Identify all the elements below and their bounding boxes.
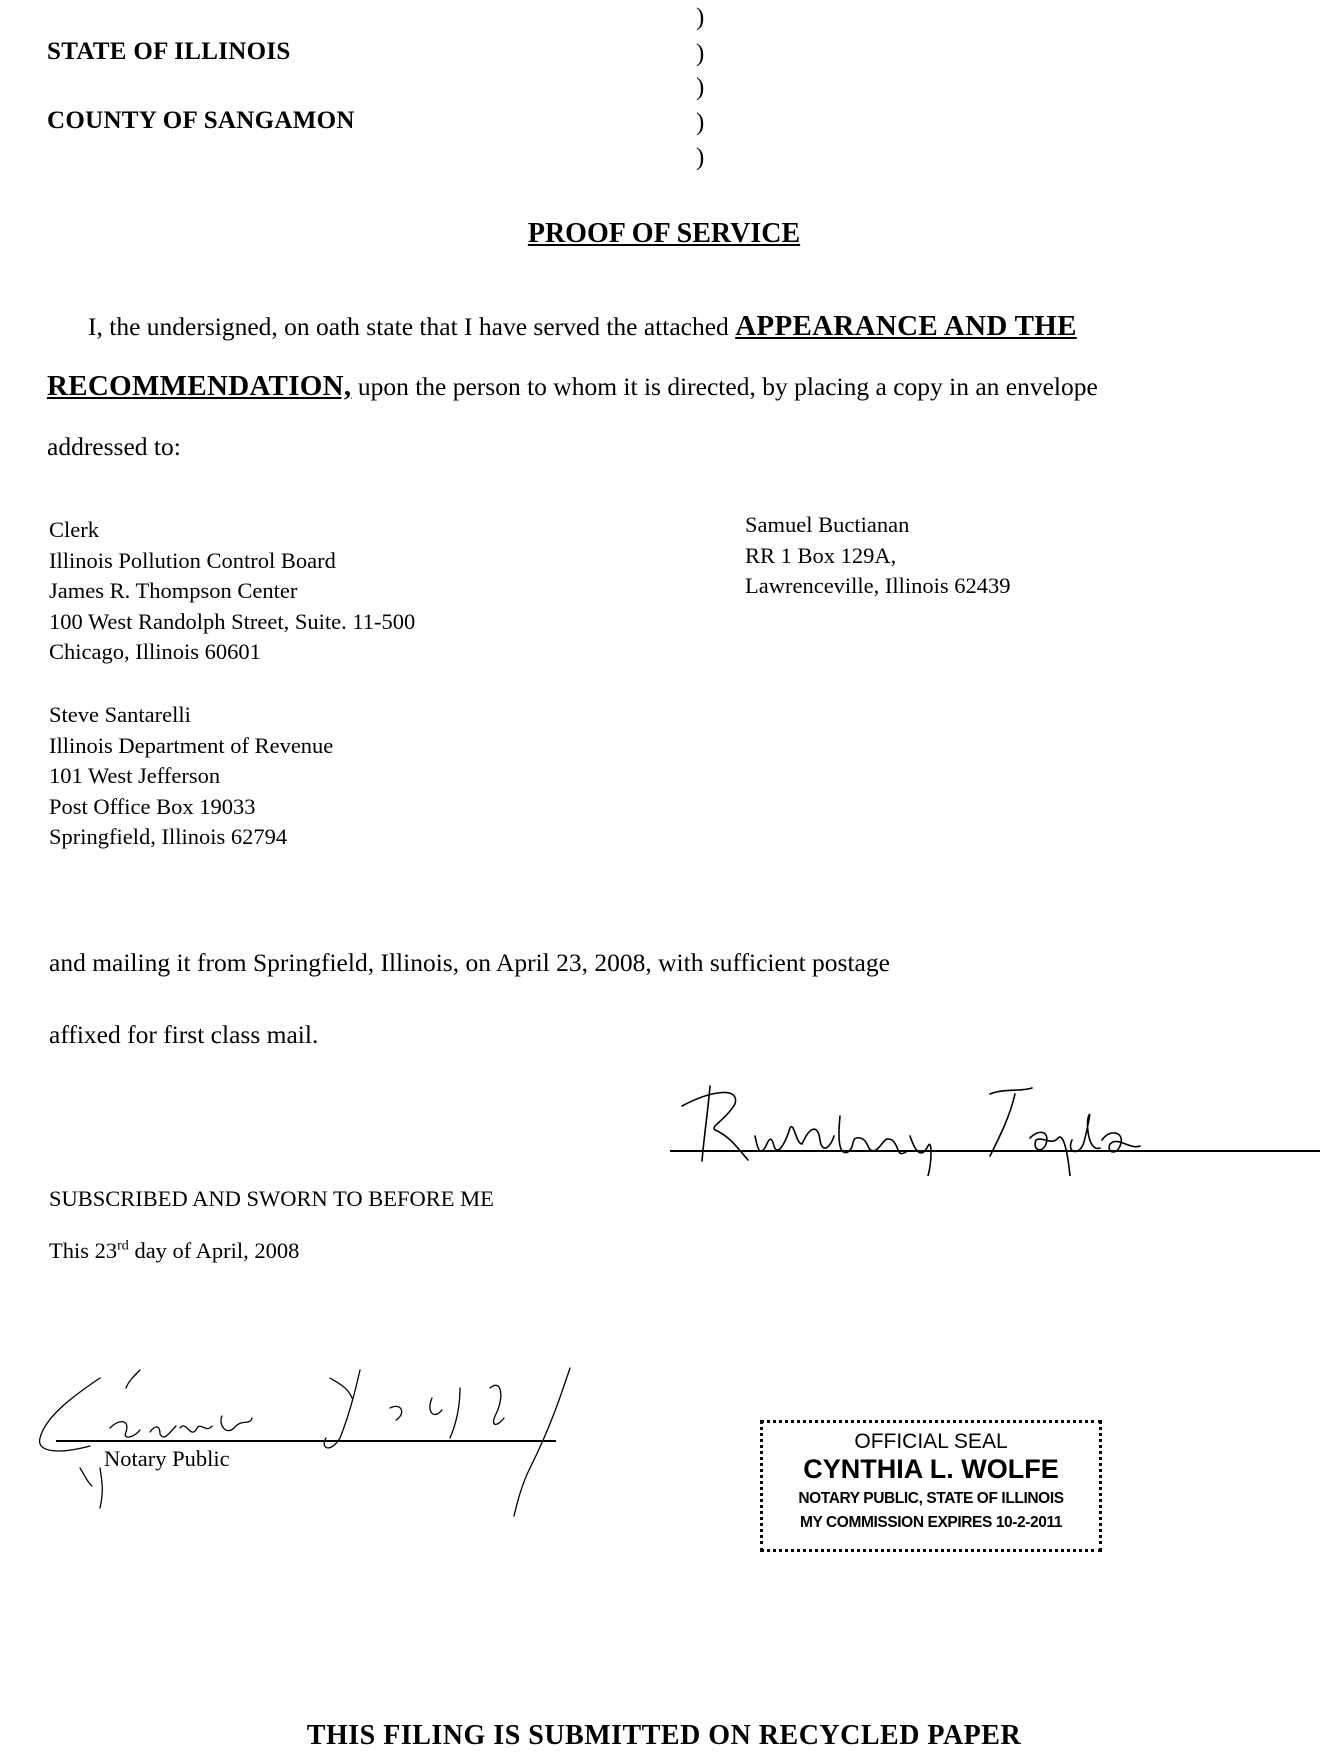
official-seal-stamp [760, 1420, 1102, 1552]
seal-commission: MY COMMISSION EXPIRES 10-2-2011 [799, 1514, 1063, 1531]
seal-heading: OFFICIAL SEAL [854, 1430, 1008, 1453]
address-line: Chicago, Illinois 60601 [49, 639, 261, 664]
address-line: 101 West Jefferson [49, 763, 221, 788]
notary-signature-line [56, 1440, 556, 1442]
notary-handwritten-signature-image [30, 1358, 590, 1518]
intro-line-1 [88, 310, 1077, 343]
address-line: 100 West Randolph Street, Suite. 11-500 [49, 608, 416, 634]
address-line: Steve Santarelli [49, 702, 191, 727]
server-signature [670, 1066, 1310, 1176]
intro-line-3: addressed to: [47, 432, 181, 461]
address-line: Clerk [49, 517, 99, 542]
paren: ) [696, 4, 705, 31]
address-line: Illinois Pollution Control Board [49, 547, 336, 573]
notary-label: Notary Public [104, 1446, 230, 1471]
jurat-day: This 23 [49, 1238, 118, 1263]
paren: ) [696, 144, 705, 171]
jurat-heading: SUBSCRIBED AND SWORN TO BEFORE ME [49, 1186, 494, 1211]
notary-signature [30, 1358, 590, 1518]
recycled-paper-footer: THIS FILING IS SUBMITTED ON RECYCLED PAPER [306, 1720, 1022, 1751]
intro-prefix: I, the undersigned, on oath state that I have served the attached [88, 312, 736, 341]
mailing-line-1: and mailing it from Springfield, Illinois, on April 23, 2008, with sufficient postage [49, 948, 890, 977]
server-signature-line [670, 1150, 1320, 1152]
document-title: PROOF OF SERVICE [527, 218, 801, 249]
jurat-day-rest: day of April, 2008 [128, 1238, 300, 1263]
recipient-address-2 [745, 510, 1011, 602]
paren: ) [696, 74, 705, 101]
venue-county: COUNTY OF SANGAMON [47, 107, 355, 134]
served-document-title-cont: RECOMMENDATION, [47, 370, 352, 402]
address-line: Lawrenceville, Illinois 62439 [745, 573, 1011, 598]
seal-name: CYNTHIA L. WOLFE [803, 1454, 1059, 1484]
seal-title: NOTARY PUBLIC, STATE OF ILLINOIS [798, 1490, 1064, 1507]
mailing-line-2: affixed for first class mail. [49, 1020, 319, 1049]
address-line: Springfield, Illinois 62794 [49, 824, 288, 849]
intro-line-2 [47, 370, 1098, 403]
jurat-day-suffix: rd [117, 1238, 129, 1254]
paren: ) [696, 109, 705, 136]
recipient-address-3 [49, 700, 333, 853]
venue-state: STATE OF ILLINOIS [47, 38, 291, 65]
jurat-date [49, 1238, 299, 1264]
address-line: Illinois Department of Revenue [49, 732, 334, 758]
handwritten-signature-image [670, 1066, 1310, 1176]
intro-suffix: upon the person to whom it is directed, by placing a copy in an envelope [351, 372, 1098, 401]
recipient-address-1 [49, 515, 415, 668]
address-line: Samuel Buctianan [745, 512, 910, 537]
paren: ) [696, 40, 705, 67]
address-line: Post Office Box 19033 [49, 793, 256, 819]
address-line: RR 1 Box 129A, [745, 542, 897, 568]
address-line: James R. Thompson Center [49, 578, 298, 603]
served-document-title: APPEARANCE AND THE [735, 310, 1077, 342]
